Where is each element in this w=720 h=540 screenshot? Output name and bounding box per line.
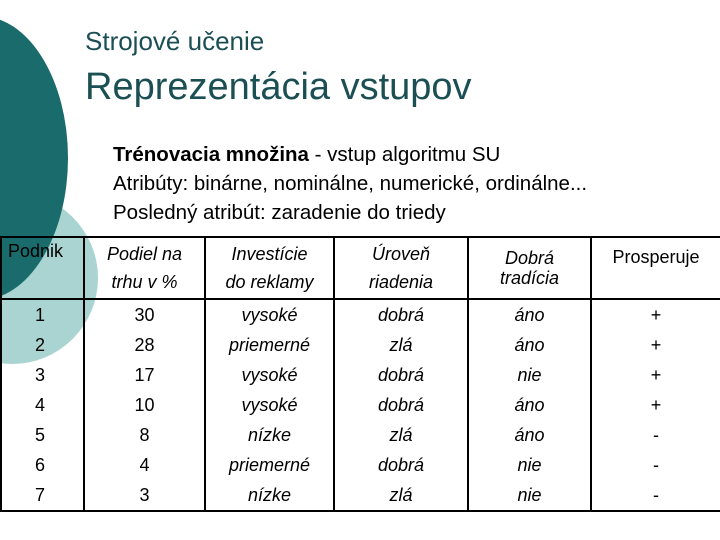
table-row — [1, 330, 720, 360]
cell-investicie: nízke — [205, 420, 334, 450]
cell-investicie: priemerné — [205, 450, 334, 480]
cell-uroven: dobrá — [334, 390, 468, 420]
bullet-item: Atribúty: binárne, nominálne, numerické, ordinálne... — [113, 172, 588, 195]
cell-uroven: dobrá — [334, 299, 468, 330]
cell-uroven: zlá — [334, 420, 468, 450]
cell-prosperuje: - — [591, 450, 720, 480]
bullet-list — [113, 140, 587, 227]
cell-prosperuje: + — [591, 330, 720, 360]
cell-podiel: 8 — [84, 420, 205, 450]
cell-podnik: 6 — [1, 450, 84, 480]
table-row — [1, 420, 720, 450]
cell-uroven: zlá — [334, 330, 468, 360]
cell-prosperuje: - — [591, 420, 720, 450]
cell-podiel: 30 — [84, 299, 205, 330]
cell-tradicia: áno — [468, 420, 591, 450]
bullet-item: Posledný atribút: zaradenie do triedy — [113, 201, 446, 224]
header-cell: Dobrá tradícia — [468, 237, 591, 299]
table-row — [1, 480, 720, 511]
cell-podnik: 1 — [1, 299, 84, 330]
cell-investicie: vysoké — [205, 299, 334, 330]
cell-prosperuje: + — [591, 390, 720, 420]
header-cell: Podiel na trhu v % — [84, 237, 205, 299]
cell-tradicia: nie — [468, 480, 591, 511]
cell-podiel: 17 — [84, 360, 205, 390]
cell-tradicia: nie — [468, 360, 591, 390]
cell-podnik: 7 — [1, 480, 84, 511]
cell-uroven: zlá — [334, 480, 468, 511]
cell-podnik: 2 — [1, 330, 84, 360]
bullet-bold-text: Trénovacia množina — [113, 143, 309, 166]
cell-tradicia: áno — [468, 390, 591, 420]
cell-uroven: dobrá — [334, 450, 468, 480]
table-header-row — [1, 237, 720, 299]
cell-podnik: 3 — [1, 360, 84, 390]
cell-podnik: 4 — [1, 390, 84, 420]
slide-subtitle: Strojové učenie — [85, 26, 265, 56]
cell-podnik: 5 — [1, 420, 84, 450]
cell-prosperuje: + — [591, 360, 720, 390]
cell-tradicia: áno — [468, 299, 591, 330]
cell-prosperuje: + — [591, 299, 720, 330]
cell-investicie: nízke — [205, 480, 334, 511]
cell-prosperuje: - — [591, 480, 720, 511]
cell-podiel: 10 — [84, 390, 205, 420]
header-cell: Prosperuje — [591, 237, 720, 299]
header-cell: Podnik — [1, 237, 84, 299]
slide-title: Reprezentácia vstupov — [85, 66, 472, 108]
cell-investicie: vysoké — [205, 360, 334, 390]
table-row — [1, 360, 720, 390]
cell-tradicia: nie — [468, 450, 591, 480]
cell-podiel: 3 — [84, 480, 205, 511]
header-cell: Úroveň riadenia — [334, 237, 468, 299]
cell-uroven: dobrá — [334, 360, 468, 390]
table-row — [1, 390, 720, 420]
bullet-text: - vstup algoritmu SU — [308, 143, 501, 166]
cell-investicie: priemerné — [205, 330, 334, 360]
header-cell: Investície do reklamy — [205, 237, 334, 299]
cell-podiel: 4 — [84, 450, 205, 480]
table-row — [1, 450, 720, 480]
cell-investicie: vysoké — [205, 390, 334, 420]
data-table — [0, 236, 720, 512]
cell-podiel: 28 — [84, 330, 205, 360]
cell-tradicia: áno — [468, 330, 591, 360]
table-row — [1, 299, 720, 330]
bullet-item — [113, 140, 587, 169]
